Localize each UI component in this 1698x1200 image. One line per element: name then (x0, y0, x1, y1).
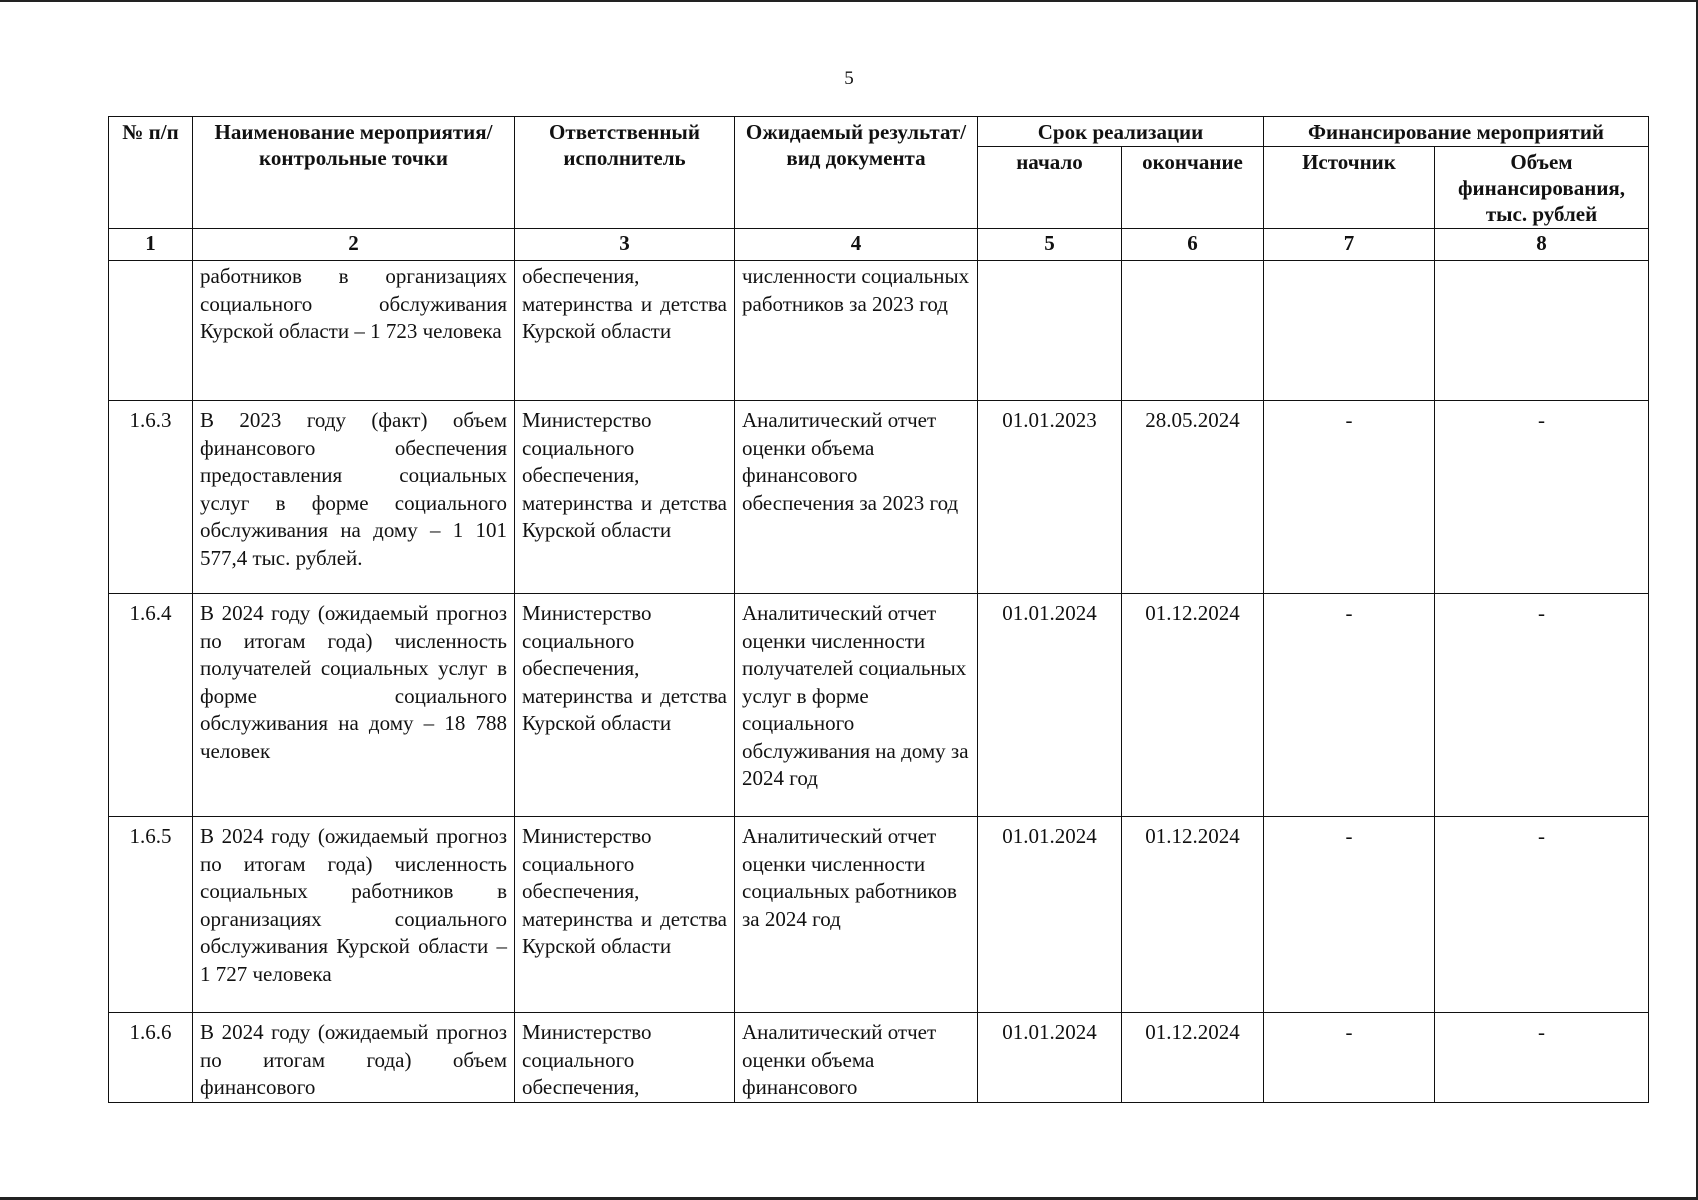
row-result: Аналитический отчет оценки численности получателей социальных услуг в форме социального обслуживания на дому за 2024 год (735, 594, 978, 817)
row-end: 01.12.2024 (1122, 1013, 1264, 1103)
row-responsible: Министерство социального обеспечения, материнства и детства Курской области (515, 594, 735, 817)
header-responsible: Ответственный исполнитель (515, 117, 735, 229)
column-number: 4 (735, 229, 978, 261)
row-volume: - (1435, 817, 1649, 1013)
row-volume: - (1435, 401, 1649, 594)
row-num: 1.6.6 (109, 1013, 193, 1103)
header-term-start: начало (978, 147, 1122, 229)
row-start: 01.01.2023 (978, 401, 1122, 594)
row-source: - (1264, 817, 1435, 1013)
row-end (1122, 261, 1264, 401)
row-result: Аналитический отчет оценки объема финансового обеспечения за 2023 год (735, 401, 978, 594)
row-num: 1.6.3 (109, 401, 193, 594)
header-name: Наименование мероприятия/контрольные точки (193, 117, 515, 229)
column-number: 3 (515, 229, 735, 261)
table-row (109, 594, 1649, 817)
header-num: № п/п (109, 117, 193, 229)
row-responsible: Министерство социального обеспечения, (515, 1013, 735, 1103)
row-name: В 2024 году (ожидаемый прогноз по итогам года) численность социальных работников в организациях социального обслуживания Курской области – 1 727 человека (193, 817, 515, 1013)
row-num: 1.6.4 (109, 594, 193, 817)
row-start: 01.01.2024 (978, 594, 1122, 817)
column-number: 2 (193, 229, 515, 261)
table-row (109, 1013, 1649, 1103)
row-volume (1435, 261, 1649, 401)
header-volume: Объем финансирования, тыс. рублей (1435, 147, 1649, 229)
row-start: 01.01.2024 (978, 817, 1122, 1013)
column-number: 8 (1435, 229, 1649, 261)
row-responsible: Министерство социального обеспечения, материнства и детства Курской области (515, 817, 735, 1013)
row-name: В 2024 году (ожидаемый прогноз по итогам года) численность получателей социальных услуг в форме социального обслуживания на дому – 18 788 человек (193, 594, 515, 817)
column-number: 1 (109, 229, 193, 261)
header-result: Ожидаемый результат/вид документа (735, 117, 978, 229)
row-responsible: обеспечения, материнства и детства Курской области (515, 261, 735, 401)
table-row (109, 261, 1649, 401)
row-result: Аналитический отчет оценки численности социальных работников за 2024 год (735, 817, 978, 1013)
row-start (978, 261, 1122, 401)
row-name: работников в организациях социального обслуживания Курской области – 1 723 человека (193, 261, 515, 401)
row-responsible: Министерство социального обеспечения, материнства и детства Курской области (515, 401, 735, 594)
row-volume: - (1435, 1013, 1649, 1103)
scan-edge-top (0, 0, 1698, 2)
header-financing: Финансирование мероприятий (1264, 117, 1649, 147)
column-number: 7 (1264, 229, 1435, 261)
page-number: 5 (844, 68, 854, 89)
row-result: Аналитический отчет оценки объема финансового (735, 1013, 978, 1103)
header-source: Источник (1264, 147, 1435, 229)
row-volume: - (1435, 594, 1649, 817)
row-num: 1.6.5 (109, 817, 193, 1013)
activities-table (108, 116, 1649, 1103)
row-result: численности социальных работников за 2023 год (735, 261, 978, 401)
header-term: Срок реализации (978, 117, 1264, 147)
row-name: В 2024 году (ожидаемый прогноз по итогам года) объем финансового (193, 1013, 515, 1103)
row-source: - (1264, 594, 1435, 817)
table-row (109, 401, 1649, 594)
row-source (1264, 261, 1435, 401)
header-term-end: окончание (1122, 147, 1264, 229)
row-source: - (1264, 401, 1435, 594)
table-row (109, 817, 1649, 1013)
row-end: 01.12.2024 (1122, 817, 1264, 1013)
column-number: 6 (1122, 229, 1264, 261)
row-end: 28.05.2024 (1122, 401, 1264, 594)
row-name: В 2023 году (факт) объем финансового обеспечения предоставления социальных услуг в форме социального обслуживания на дому – 1 101 577,4 тыс. рублей. (193, 401, 515, 594)
column-number: 5 (978, 229, 1122, 261)
row-source: - (1264, 1013, 1435, 1103)
row-end: 01.12.2024 (1122, 594, 1264, 817)
row-start: 01.01.2024 (978, 1013, 1122, 1103)
row-num (109, 261, 193, 401)
